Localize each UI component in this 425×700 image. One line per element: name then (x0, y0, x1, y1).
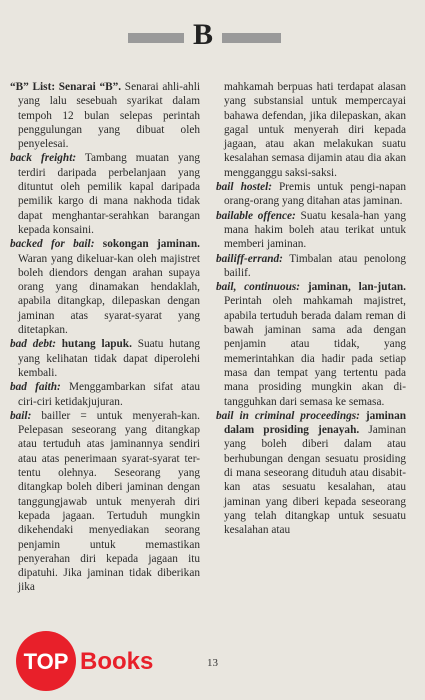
headword: bail in criminal proceedings: (216, 409, 360, 422)
gloss: hutang lapuk. (55, 338, 132, 351)
entry (10, 237, 200, 337)
entry (216, 409, 406, 538)
definition: mahkamah berpuas hati terdapat alasan yang substansial untuk mempercayai bahawa defendan, jika dilepaskan, akan gagal untuk menyerah diri kepada jagaan, atau akan melakukan suatu kesalahan semasa dijamin atau dia akan mengganggu saksi-saksi. (224, 81, 406, 179)
headword: bailable offence: (216, 209, 296, 222)
entry-continuation (216, 80, 406, 180)
section-letter: B (184, 19, 222, 51)
headword: bailiff-errand: (216, 252, 283, 265)
headword: back freight: (10, 152, 77, 165)
definition: bailler = untuk menyerah-kan. Pelepasan seseorang yang ditangkap atau tertuduh atas jaminannya sendiri atau atas penerimaan syarat-syarat ter-tentu olehnya. Seseorang yang ditangkap boleh diberi jaminan dengan tanggungjawab untuk menyerah diri kepada jagaan. Tertuduh mungkin dikehendaki menyediakan seorang penjamin untuk memastikan penyerahan diri kepada jagaan itu dipatuhi. Jika jaminan tidak diberikan jika (18, 409, 200, 594)
right-column (216, 80, 406, 538)
entry (216, 180, 406, 209)
entry (216, 280, 406, 409)
gloss: sokongan jaminan. (94, 238, 200, 251)
definition: Waran yang dikeluar-kan oleh majistret boleh diendors dengan arahan supaya orang yang dinamakan hendaklah, apabila ditangkap, dilepaskan dengan jaminan atas syarat-syarat yang ditetapkan. (18, 252, 200, 337)
definition: Senarai ahli-ahli yang lalu sesebuah syarikat dalam tempoh 12 bulan selepas perintah penggulungan yang dibuat oleh penyelesai. (18, 81, 200, 151)
gloss: jaminan dalam prosiding jenayah. (224, 409, 406, 437)
svg-text:TOP: TOP (23, 649, 69, 674)
definition: Tambang muatan yang terdiri daripada perbelanjaan yang dituntut oleh pemilik kapal daripada pemilik kargo di mana nakhoda tidak dapat menghantar-serahkan barangan kepada konsaini. (18, 152, 200, 236)
headword: bail, continuous: (216, 281, 301, 294)
topbooks-logo (10, 623, 200, 693)
entry (216, 252, 406, 281)
headword: backed for bail: (10, 238, 95, 251)
entry (10, 80, 200, 151)
definition: Timbalan atau penolong bailif. (224, 252, 406, 279)
entry (10, 409, 200, 595)
definition: Suatu hutang yang kelihatan tidak dapat diperolehi kembali. (18, 338, 200, 379)
headword: bail: (10, 409, 32, 422)
headword: bad debt: (10, 338, 56, 351)
gloss: jaminan, lan-jutan. (300, 281, 406, 294)
headword: bail hostel: (216, 181, 272, 194)
definition: Perintah oleh mahkamah majistret, apabila tertuduh berada dalam reman di bawah jaminan sama ada dengan penjamin atau tidak, yang memerintahkan dia hadir pada setiap masa dan tempat yang tertentu pada mana prosiding mungkin akan di-tangguhkan dari semasa ke semasa. (224, 295, 406, 408)
definition: Menggambarkan sifat atau ciri-ciri ketidakjujuran. (18, 381, 200, 408)
headword: bad faith: (10, 381, 61, 394)
entry (10, 337, 200, 380)
svg-text:Books: Books (80, 648, 154, 675)
definition: Premis untuk pengi-napan orang-orang yang ditahan atas jaminan. (224, 181, 407, 208)
left-column (10, 80, 200, 595)
entry (10, 151, 200, 237)
headword: “B” List: Senarai “B”. (10, 81, 122, 93)
definition: Suatu kesala-han yang mana hakim boleh atau terikat untuk memberi jaminan. (224, 209, 406, 251)
page-number: 13 (207, 657, 218, 669)
entry (10, 380, 200, 409)
entry (216, 209, 406, 252)
definition: Jaminan yang boleh diberi dalam atau berhubungan dengan sesuatu prosiding di mana seseorang dituduh atau disabit-kan atas sesuatu kesalahan, atau jaminan yang diberi kepada seseorang yang telah ditangkap untuk sesuatu kesalahan atau (224, 424, 406, 537)
